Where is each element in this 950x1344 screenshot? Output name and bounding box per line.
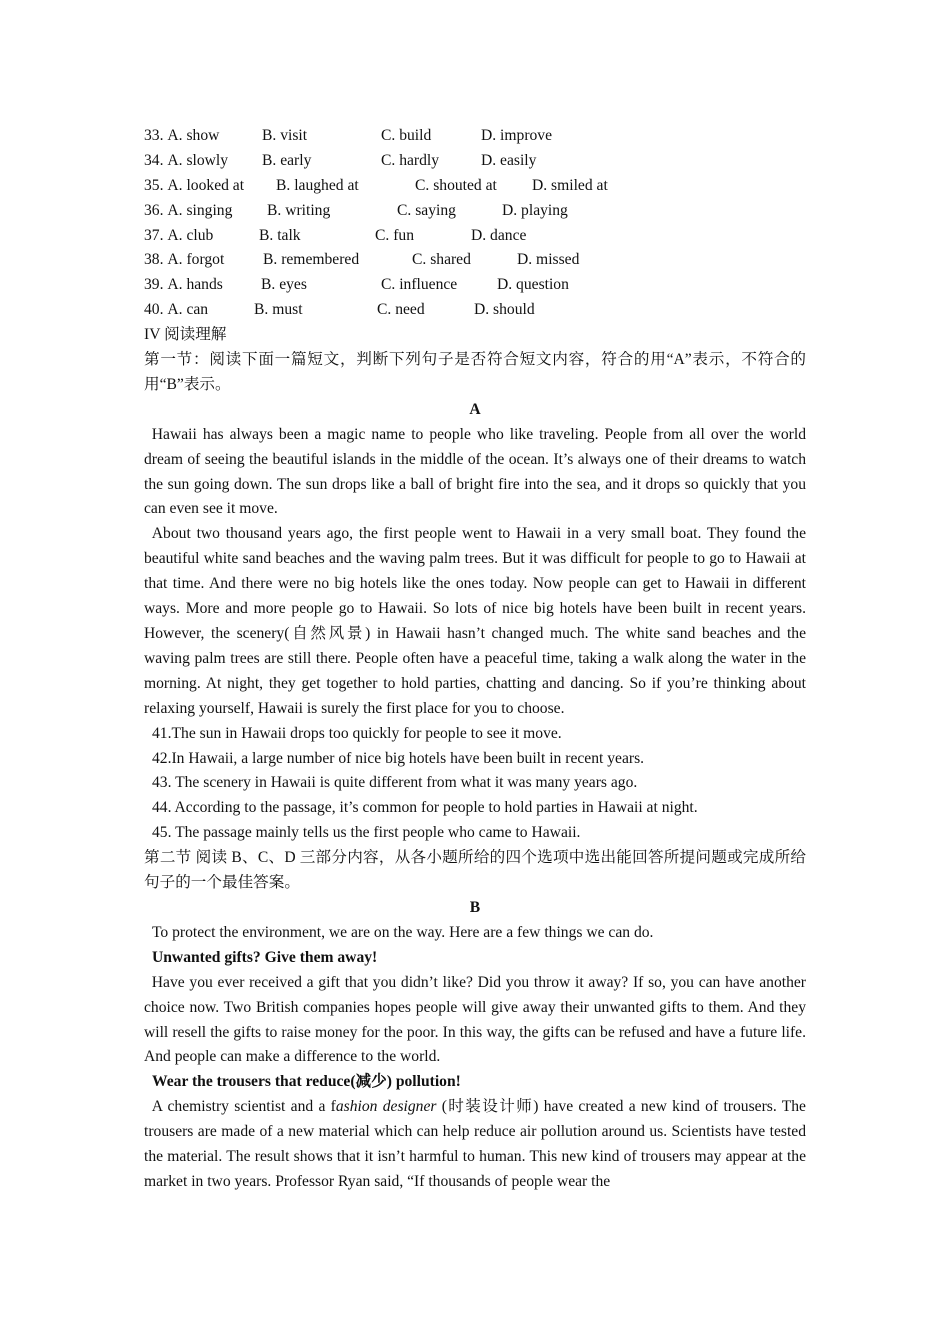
option-row-33	[144, 124, 806, 149]
option-a: 38. A. forgot	[144, 251, 225, 269]
option-b: B. eyes	[261, 276, 307, 294]
option-b: B. talk	[259, 226, 301, 244]
option-c: C. hardly	[381, 151, 440, 169]
option-b: B. early	[262, 151, 312, 169]
section-title: IV 阅读理解	[144, 326, 227, 344]
option-b: B. must	[254, 301, 303, 319]
option-row-35	[144, 174, 806, 199]
option-c: C. saying	[397, 201, 456, 219]
option-b: B. laughed at	[276, 176, 359, 194]
passage-b-heading: B	[469, 898, 481, 916]
option-d: D. improve	[481, 127, 553, 144]
passage-b-paragraph-1: Have you ever received a gift that you didn’t like? Did you throw it away? If so, you can have another choice now. Two British companies hopes people will give away their unwanted gifts to them. And they will resell the gifts to raise money for the poor. In this way, the gifts can be refused and have a future life. And people can make a difference to the world.	[144, 973, 806, 1066]
option-b: B. writing	[267, 201, 331, 219]
option-c: C. build	[381, 127, 432, 144]
option-row-37	[144, 224, 806, 249]
part1-instruction: 第一节：阅读下面一篇短文，判断下列句子是否符合短文内容，符合的用“A”表示，不符合的用“B”表示。	[144, 351, 806, 393]
question-41: 41.The sun in Hawaii drops too quickly for people to see it move.	[152, 724, 562, 742]
passage-b-subheading-1: Unwanted gifts? Give them away!	[152, 948, 378, 966]
option-row-40	[144, 298, 806, 323]
part2-instruction: 第二节 阅读 B、C、D 三部分内容，从各小题所给的四个选项中选出能回答所提问题或完成所给句子的一个最佳答案。	[144, 849, 806, 892]
document-page	[144, 124, 806, 1195]
option-a: 36. A. singing	[144, 201, 233, 219]
option-a: 40. A. can	[144, 301, 209, 319]
option-c: C. need	[377, 301, 425, 319]
option-row-38	[144, 248, 806, 273]
option-b: B. remembered	[263, 251, 360, 269]
option-d: D. dance	[471, 226, 527, 244]
option-a: 37. A. club	[144, 226, 214, 244]
option-a: 39. A. hands	[144, 276, 223, 294]
option-d: D. smiled at	[532, 176, 608, 194]
question-43: 43. The scenery in Hawaii is quite different from what it was many years ago.	[152, 774, 638, 792]
option-row-36	[144, 199, 806, 224]
option-b: B. visit	[262, 127, 308, 144]
question-45: 45. The passage mainly tells us the first people who came to Hawaii.	[152, 824, 581, 842]
passage-b-paragraph-2: A chemistry scientist and a fashion designer (时装设计师) have created a new kind of trousers. The trousers are made of a new material which can help reduce air pollution around us. Scientists have tested the material. The result shows that it isn’t harmful to human. This new kind of trousers may appear at the market in two years. Professor Ryan said, “If thousands of people wear the	[144, 1098, 806, 1190]
passage-a-paragraph-1: Hawaii has always been a magic name to people who like traveling. People from all over the world dream of seeing the beautiful islands in the middle of the ocean. It’s always one of their dreams to watch the sun going down. The sun drops like a ball of bright fire into the sea, and it drops so quickly that you can even see it move.	[144, 425, 806, 518]
option-a: 35. A. looked at	[144, 176, 245, 194]
option-d: D. easily	[481, 151, 537, 169]
passage-b-subheading-2: Wear the trousers that reduce(减少) pollution!	[152, 1073, 461, 1091]
option-a: 33. A. show	[144, 127, 220, 144]
option-d: D. question	[497, 276, 569, 294]
option-d: D. should	[474, 301, 535, 319]
question-42: 42.In Hawaii, a large number of nice big hotels have been built in recent years.	[152, 749, 645, 767]
passage-b-intro: To protect the environment, we are on the way. Here are a few things we can do.	[152, 923, 654, 941]
option-c: C. shared	[412, 251, 471, 269]
option-c: C. shouted at	[415, 176, 497, 194]
option-row-34	[144, 149, 806, 174]
passage-a-heading: A	[469, 400, 481, 418]
question-44: 44. According to the passage, it’s common for people to hold parties in Hawaii at night.	[152, 799, 698, 817]
option-d: D. playing	[502, 201, 568, 219]
options-block	[144, 124, 806, 323]
option-a: 34. A. slowly	[144, 151, 229, 169]
option-c: C. fun	[375, 226, 414, 244]
option-row-39	[144, 273, 806, 298]
option-d: D. missed	[517, 251, 580, 269]
option-c: C. influence	[381, 276, 458, 294]
passage-a-paragraph-2: About two thousand years ago, the first people went to Hawaii in a very small boat. They found the beautiful white sand beaches and the waving palm trees. But it was difficult for people to go to Hawaii at that time. And there were no big hotels like the ones today. Now people can get to Hawaii in different ways. More and more people go to Hawaii. So lots of nice big hotels have been built in recent years. However, the scenery(自然风景) in Hawaii hasn’t changed much. The white sand beaches and the waving palm trees are still there. People often have a peaceful time, taking a walk along the water in the morning. At night, they get together to hold parties, chatting and dancing. So if you’re thinking about relaxing yourself, Hawaii is surely the first place for you to choose.	[144, 525, 806, 717]
